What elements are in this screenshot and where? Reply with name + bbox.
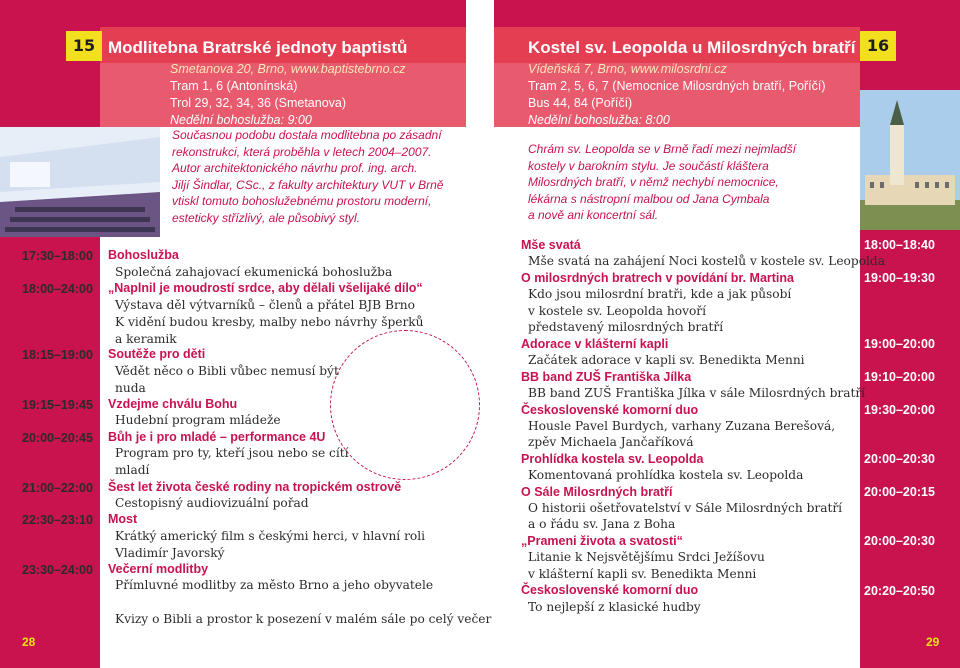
event-line: nuda — [115, 381, 146, 395]
event-line: a keramik — [115, 332, 177, 346]
event-time: 20:00–20:15 — [864, 485, 935, 499]
event-line: O historii ošetřovatelství v Sále Milosrdných bratří — [528, 501, 843, 515]
event-title: BB band ZUŠ Františka Jílka — [521, 370, 692, 384]
church-title-left: Modlitebna Bratrské jednoty baptistů — [108, 38, 408, 57]
description-line: Chrám sv. Leopolda se v Brně řadí mezi nejmladší — [528, 142, 796, 156]
event-title: Most — [108, 512, 138, 526]
event-line: Společná zahajovací ekumenická bohoslužba — [115, 265, 393, 279]
decorative-dashed-circle — [330, 330, 480, 480]
event-line: Vědět něco o Bibli vůbec nemusí být — [115, 364, 339, 378]
page-number-left: 28 — [22, 635, 36, 649]
interior-illustration — [0, 127, 160, 237]
event-line: Hudební program mládeže — [115, 413, 281, 427]
event-title: „Naplnil je moudrostí srdce, aby dělali všelijaké dílo“ — [108, 281, 423, 295]
transport-line: Trol 29, 32, 34, 36 (Smetanova) — [170, 96, 347, 110]
event-title: Adorace v klášterní kapli — [521, 337, 669, 351]
event-title: Šest let života české rodiny na tropickém ostrově — [108, 480, 402, 494]
event-time: 22:30–23:10 — [22, 513, 93, 527]
description-line: rekonstrukci, která proběhla v letech 2004–2007. — [172, 144, 432, 159]
church-title-right: Kostel sv. Leopolda u Milosrdných bratří — [528, 38, 856, 57]
description-line: kostely v barokním stylu. Je součástí kláštera — [528, 158, 769, 173]
event-line: BB band ZUŠ Františka Jílka v sále Milosrdných bratří — [528, 386, 866, 400]
address-right: Vídeňská 7, Brno, www.milosrdni.cz — [528, 62, 727, 76]
event-line: Komentovaná prohlídka kostela sv. Leopolda — [528, 468, 804, 482]
event-line: Program pro ty, kteří jsou nebo se cítí — [115, 446, 349, 460]
event-title: Československé komorní duo — [521, 583, 699, 597]
description-line: Jiljí Šindlar, CSc., z fakulty architektury VUT v Brně — [172, 177, 444, 192]
transport-line: Tram 2, 5, 6, 7 (Nemocnice Milosrdných bratří, Poříčí) — [528, 79, 826, 93]
event-time: 19:00–19:30 — [864, 271, 935, 285]
description-line: Autor architektonického návrhu prof. ing. arch. — [172, 161, 418, 175]
church-description-left — [172, 127, 464, 226]
footer-note: Kvizy o Bibli a prostor k posezení v malém sále po celý večer — [115, 612, 492, 626]
event-line: Začátek adorace v kapli sv. Benedikta Menni — [528, 353, 805, 367]
church-info-left — [170, 61, 406, 129]
event-time: 20:20–20:50 — [864, 584, 935, 598]
description-line: vtiskl tomuto bohoslužebnému prostoru moderní, — [172, 194, 432, 208]
church-description-right — [528, 141, 818, 224]
event-time: 19:00–20:00 — [864, 337, 935, 351]
event-time: 18:15–19:00 — [22, 348, 93, 362]
event-title: O milosrdných bratrech v povídání br. Martina — [521, 271, 794, 285]
event-line: To nejlepší z klasické hudby — [528, 600, 701, 614]
church-interior-photo — [0, 127, 160, 237]
transport-line: Bus 44, 84 (Poříčí) — [528, 96, 633, 110]
event-line: Výstava děl výtvarníků – členů a přátel BJB Brno — [115, 298, 415, 312]
event-line: Mše svatá na zahájení Noci kostelů v kostele sv. Leopolda — [528, 254, 885, 268]
event-title: Soutěže pro děti — [108, 347, 206, 361]
event-line: v kostele sv. Leopolda hovoří — [528, 304, 707, 318]
event-line: K vidění budou kresby, malby nebo návrhy šperků — [115, 315, 424, 329]
event-line: Litanie k Nejsvětějšímu Srdci Ježíšovu — [528, 550, 765, 564]
event-time: 18:00–18:40 — [864, 238, 935, 252]
event-title: Prohlídka kostela sv. Leopolda — [521, 452, 704, 466]
event-time: 23:30–24:00 — [22, 563, 93, 577]
church-info-right — [528, 61, 826, 129]
description-line: Milosrdných bratří, v němž nechybí nemocnice, — [528, 175, 779, 189]
church-number-badge-right: 16 — [860, 31, 896, 61]
event-line: a o řádu sv. Jana z Boha — [528, 517, 676, 531]
event-title: Vzdejme chválu Bohu — [108, 397, 238, 411]
page-number-right: 29 — [926, 635, 940, 649]
sunday-mass-right: Nedělní bohoslužba: 8:00 — [528, 113, 670, 127]
event-line: Cestopisný audiovizuální pořad — [115, 496, 309, 510]
event-time: 19:30–20:00 — [864, 403, 935, 417]
event-line: Housle Pavel Burdych, varhany Zuzana Berešová, — [528, 419, 836, 433]
event-line: v klášterní kapli sv. Benedikta Menni — [528, 567, 757, 581]
event-time: 17:30–18:00 — [22, 249, 93, 263]
event-line: Přímluvné modlitby za město Brno a jeho obyvatele — [115, 578, 434, 592]
event-time: 19:10–20:00 — [864, 370, 935, 384]
event-title: Bůh je i pro mladé – performance 4U — [108, 430, 326, 444]
church-number-badge-left: 15 — [66, 31, 102, 61]
description-line: a nově ani koncertní sál. — [528, 208, 659, 222]
event-title: Mše svatá — [521, 238, 581, 252]
event-time: 20:00–20:30 — [864, 452, 935, 466]
event-line: představený milosrdných bratří — [528, 320, 724, 334]
event-title: „Prameni života a svatosti“ — [521, 534, 683, 548]
event-title: Bohoslužba — [108, 248, 179, 262]
event-time: 18:00–24:00 — [22, 282, 93, 296]
event-line: Vladimír Javorský — [115, 546, 225, 560]
event-title: O Sále Milosrdných bratří — [521, 485, 673, 499]
event-line: mladí — [115, 463, 150, 477]
event-time: 20:00–20:45 — [22, 431, 93, 445]
sunday-mass-left: Nedělní bohoslužba: 9:00 — [170, 113, 312, 127]
event-time: 21:00–22:00 — [22, 481, 93, 495]
description-line: Současnou podobu dostala modlitebna po zásadní — [172, 128, 442, 142]
address-left: Smetanova 20, Brno, www.baptistebrno.cz — [170, 62, 406, 76]
event-line: zpěv Michaela Jančaříková — [528, 435, 694, 449]
event-time: 20:00–20:30 — [864, 534, 935, 548]
transport-line: Tram 1, 6 (Antonínská) — [170, 79, 298, 93]
event-line: Kdo jsou milosrdní bratři, kde a jak působí — [528, 287, 792, 301]
event-title: Československé komorní duo — [521, 403, 699, 417]
event-title: Večerní modlitby — [108, 562, 209, 576]
description-line: esteticky střízlivý, ale působivý styl. — [172, 210, 361, 225]
description-line: lékárna s nástropní malbou od Jana Cymbala — [528, 191, 770, 206]
event-line: Krátký americký film s českými herci, v hlavní roli — [115, 529, 426, 543]
church-illustration — [860, 90, 960, 230]
event-time: 19:15–19:45 — [22, 398, 93, 412]
church-exterior-photo — [860, 90, 960, 230]
